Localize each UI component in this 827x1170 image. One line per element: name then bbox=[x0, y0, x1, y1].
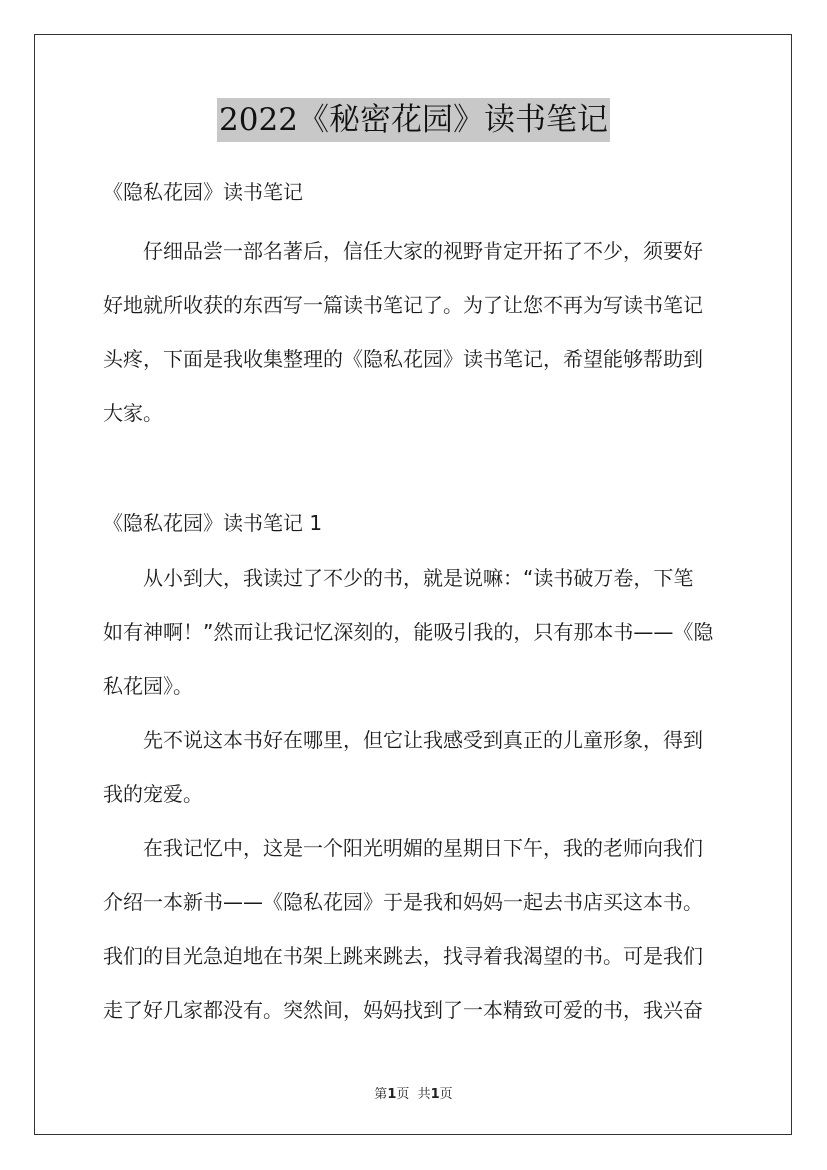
paragraph-line: 我们的目光急迫地在书架上跳来跳去，找寻着我渴望的书。可是我们 bbox=[103, 944, 703, 968]
paragraph-line: 介绍一本新书——《隐私花园》于是我和妈妈一起去书店买这本书。 bbox=[103, 890, 703, 914]
page-current: 1 bbox=[387, 1087, 397, 1102]
page-mid: 页 共 bbox=[396, 1087, 431, 1102]
page-suffix: 页 bbox=[439, 1087, 453, 1102]
section-heading: 《隐私花园》读书笔记 bbox=[103, 180, 303, 204]
paragraph-line: 如有神啊！”然而让我记忆深刻的，能吸引我的，只有那本书——《隐 bbox=[103, 620, 714, 644]
title-wrap bbox=[0, 98, 827, 142]
paragraph-line: 头疼，下面是我收集整理的《隐私花园》读书笔记，希望能够帮助到 bbox=[103, 347, 703, 371]
paragraph-line: 在我记忆中，这是一个阳光明媚的星期日下午，我的老师向我们 bbox=[143, 836, 703, 860]
section-heading: 《隐私花园》读书笔记 1 bbox=[103, 511, 323, 535]
paragraph-line: 私花园》。 bbox=[103, 674, 193, 698]
paragraph-line: 好地就所收获的东西写一篇读书笔记了。为了让您不再为写读书笔记 bbox=[103, 293, 703, 317]
paragraph-line: 从小到大，我读过了不少的书，就是说嘛：“读书破万卷，下笔 bbox=[143, 566, 694, 590]
document-title: 2022《秘密花园》读书笔记 bbox=[217, 98, 610, 142]
page-prefix: 第 bbox=[374, 1087, 388, 1102]
paragraph-line: 我的宠爱。 bbox=[103, 782, 203, 806]
page-footer bbox=[0, 1083, 827, 1102]
paragraph-line: 走了好几家都没有。突然间，妈妈找到了一本精致可爱的书，我兴奋 bbox=[103, 998, 703, 1022]
paragraph-line: 大家。 bbox=[103, 401, 163, 425]
page-total: 1 bbox=[430, 1087, 440, 1102]
paragraph-line: 仔细品尝一部名著后，信任大家的视野肯定开拓了不少，须要好 bbox=[143, 239, 703, 263]
paragraph-line: 先不说这本书好在哪里，但它让我感受到真正的儿童形象，得到 bbox=[143, 728, 703, 752]
